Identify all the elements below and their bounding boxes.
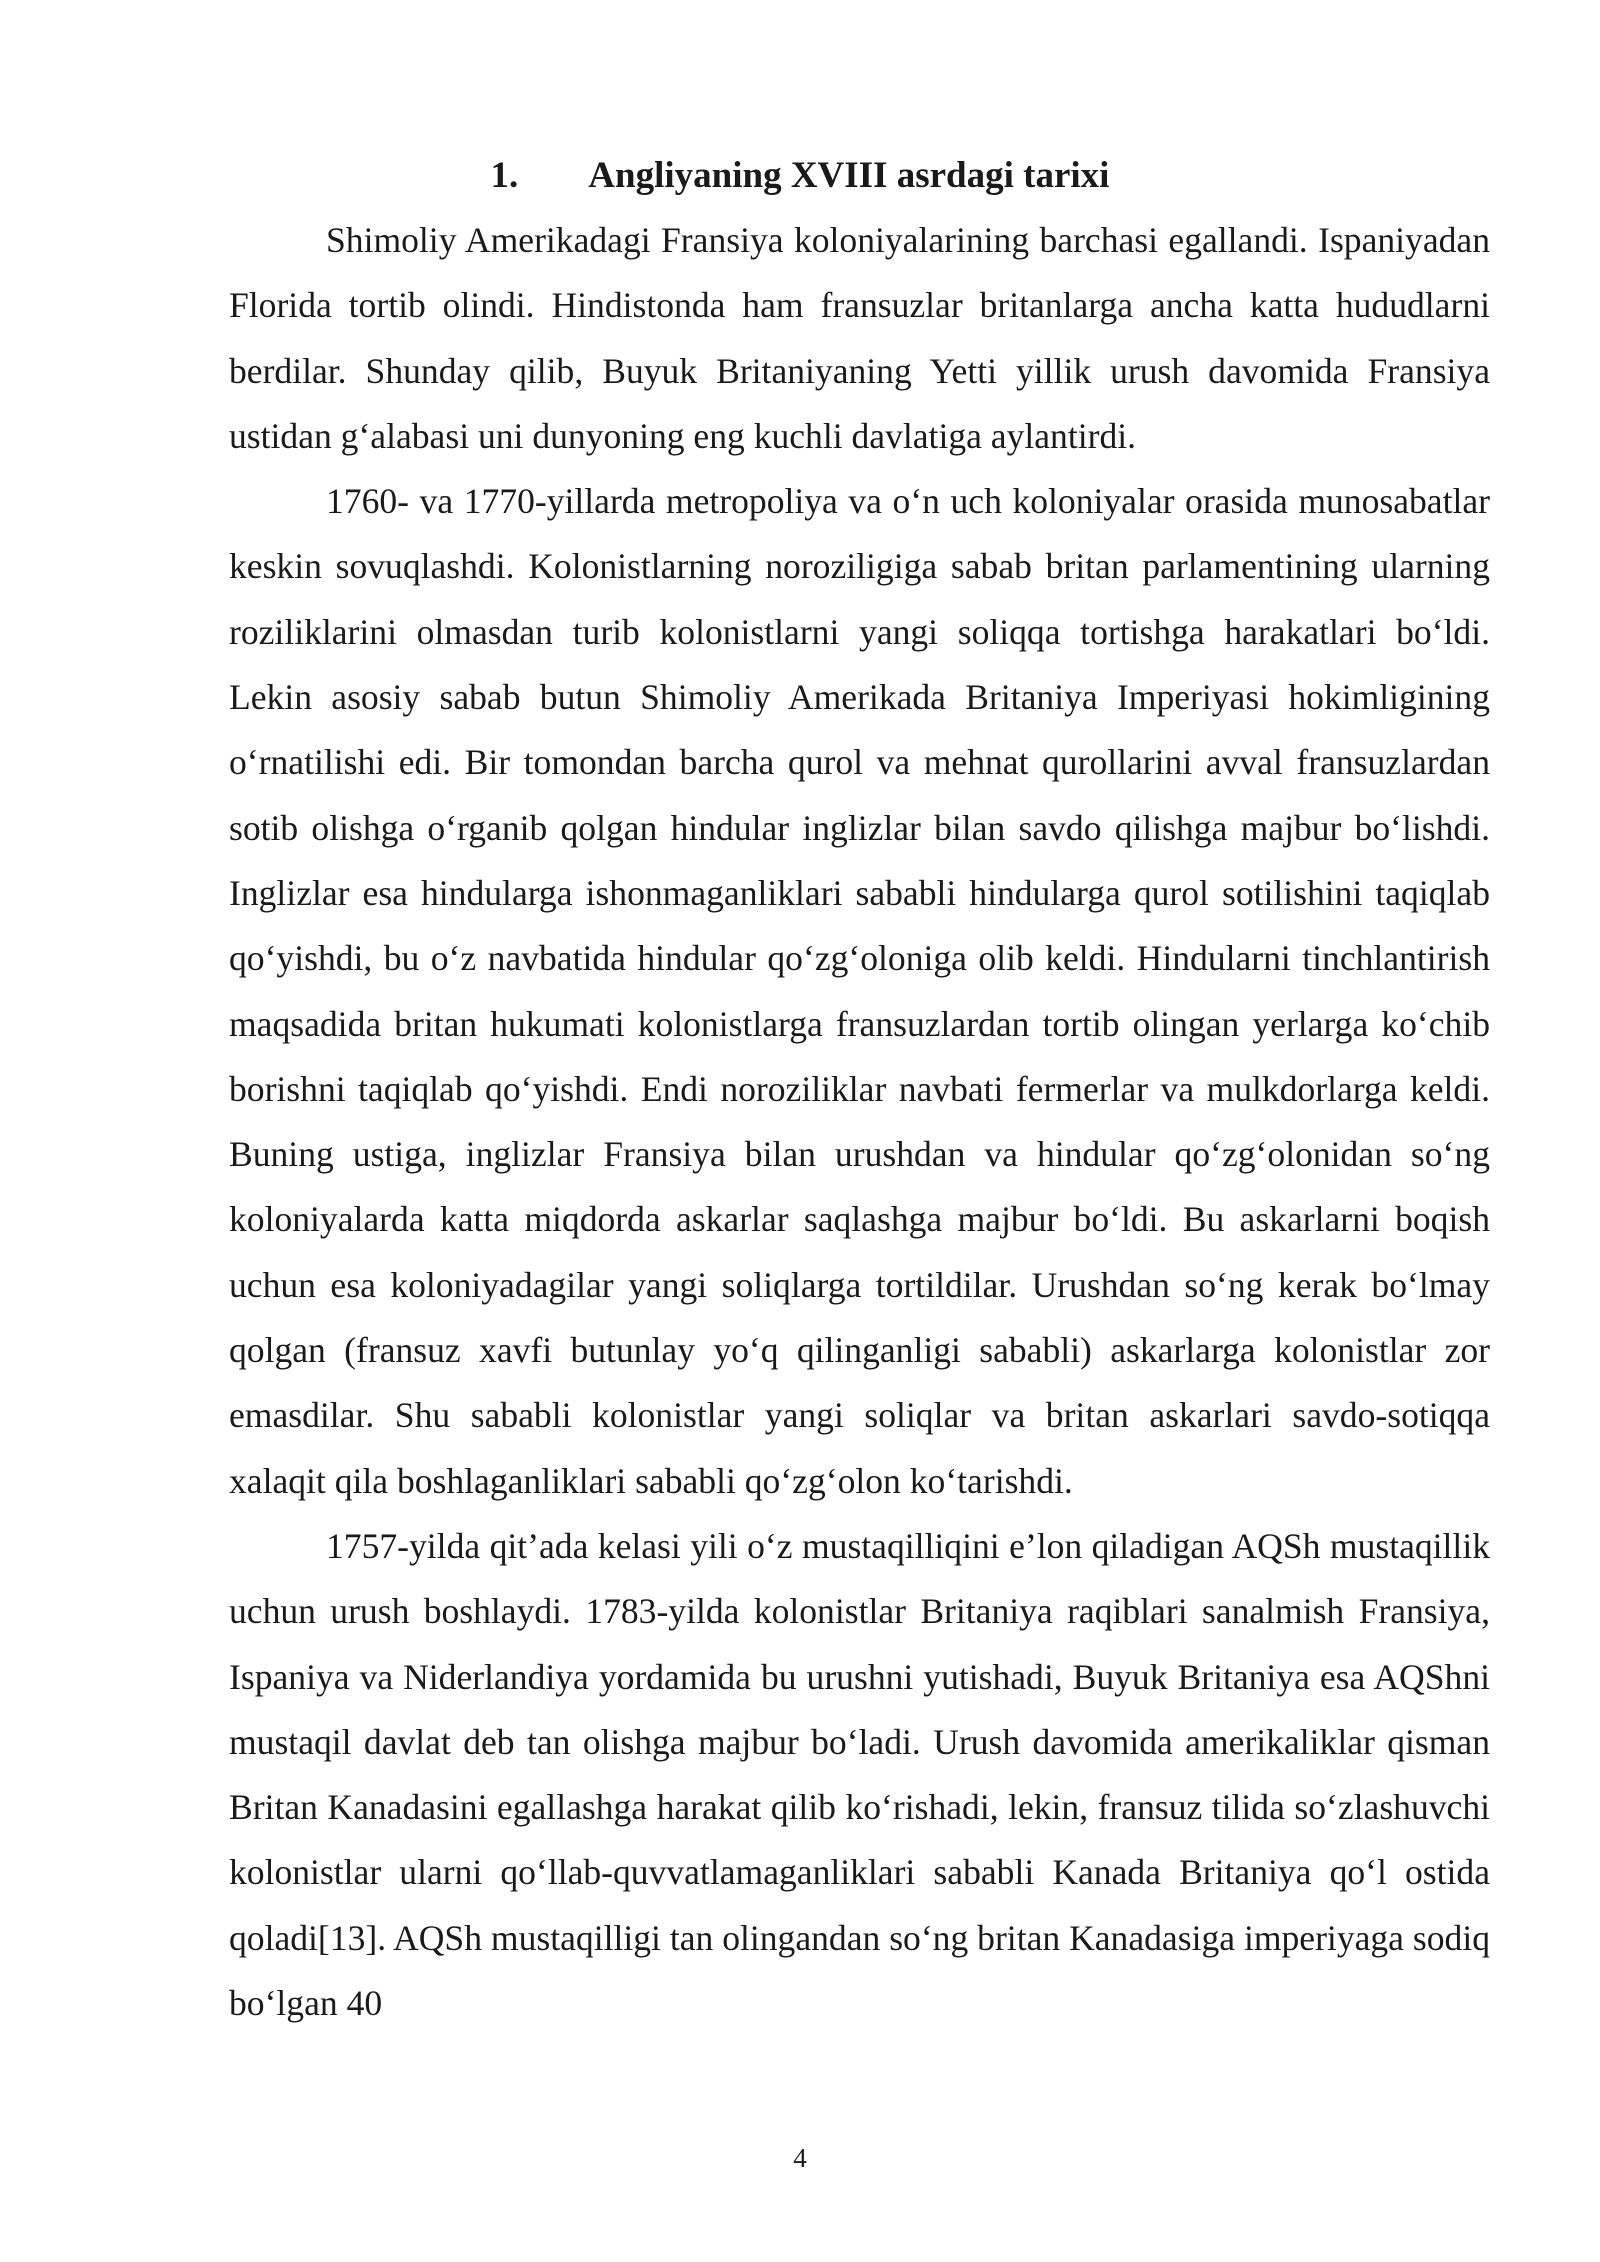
paragraph-1: Shimoliy Amerikadagi Fransiya koloniyalarining barchasi egallandi. Ispaniyadan Florida tortib olindi. Hindistonda ham fransuzlar britanlarga ancha katta hududlarni berdilar. Shunday qilib, Buyuk Britaniyaning Yetti yillik urush davomida Fransiya ustidan g‘alabasi uni dunyoning eng kuchli davlatiga aylantirdi. [229,220,1490,456]
section-title: Angliyaning XVIII asrdagi tarixi [588,155,1110,196]
body-text [229,208,1490,2036]
paragraph-3: 1757-yilda qit’ada kelasi yili o‘z mustaqilliqini e’lon qiladigan AQSh mustaqillik uchun urush boshlaydi. 1783-yilda kolonistlar Britaniya raqiblari sanalmish Fransiya, Ispaniya va Niderlandiya yordamida bu urushni yutishadi, Buyuk Britaniya esa AQShni mustaqil davlat deb tan olishga majbur bo‘ladi. Urush davomida amerikaliklar qisman Britan Kanadasini egallashga harakat qilib ko‘rishadi, lekin, fransuz tilida so‘zlashuvchi kolonistlar ularni qo‘llab-quvvatlamaganliklari sababli Kanada Britaniya qo‘l ostida qoladi[13]. AQSh mustaqilligi tan olingandan so‘ng britan Kanadasiga imperiyaga sodiq bo‘lgan 40 [229,1525,1490,2024]
section-heading [0,150,1600,202]
page-number: 4 [793,2143,807,2173]
paragraph-2: 1760- va 1770-yillarda metropoliya va o‘n uch koloniyalar orasida munosabatlar keskin sovuqlashdi. Kolonistlarning noroziligiga sabab britan parlamentining ularning roziliklarini olmasdan turib kolonistlarni yangi soliqqa tortishga harakatlari bo‘ldi. Lekin asosiy sabab butun Shimoliy Amerikada Britaniya Imperiyasi hokimligining o‘rnatilishi edi. Bir tomondan barcha qurol va mehnat qurollarini avval fransuzlardan sotib olishga o‘rganib qolgan hindular inglizlar bilan savdo qilishga majbur bo‘lishdi. Inglizlar esa hindularga ishonmaganliklari sababli hindularga qurol sotilishini taqiqlab qo‘yishdi, bu o‘z navbatida hindular qo‘zg‘oloniga olib keldi. Hindularni tinchlantirish maqsadida britan hukumati kolonistlarga fransuzlardan tortib olingan yerlarga ko‘chib borishni taqiqlab qo‘yishdi. Endi noroziliklar navbati fermerlar va mulkdorlarga keldi. Buning ustiga, inglizlar Fransiya bilan urushdan va hindular qo‘zg‘olonidan so‘ng koloniyalarda katta miqdorda askarlar saqlashga majbur bo‘ldi. Bu askarlarni boqish uchun esa koloniyadagilar yangi soliqlarga tortildilar. Urushdan so‘ng kerak bo‘lmay qolgan (fransuz xavfi butunlay yo‘q qilinganligi sababli) askarlarga kolonistlar zor emasdilar. Shu sababli kolonistlar yangi soliqlar va britan askarlari savdo-sotiqqa xalaqit qila boshlaganliklari sababli qo‘zg‘olon ko‘tarishdi. [229,481,1490,1501]
section-number: 1. [490,155,519,196]
